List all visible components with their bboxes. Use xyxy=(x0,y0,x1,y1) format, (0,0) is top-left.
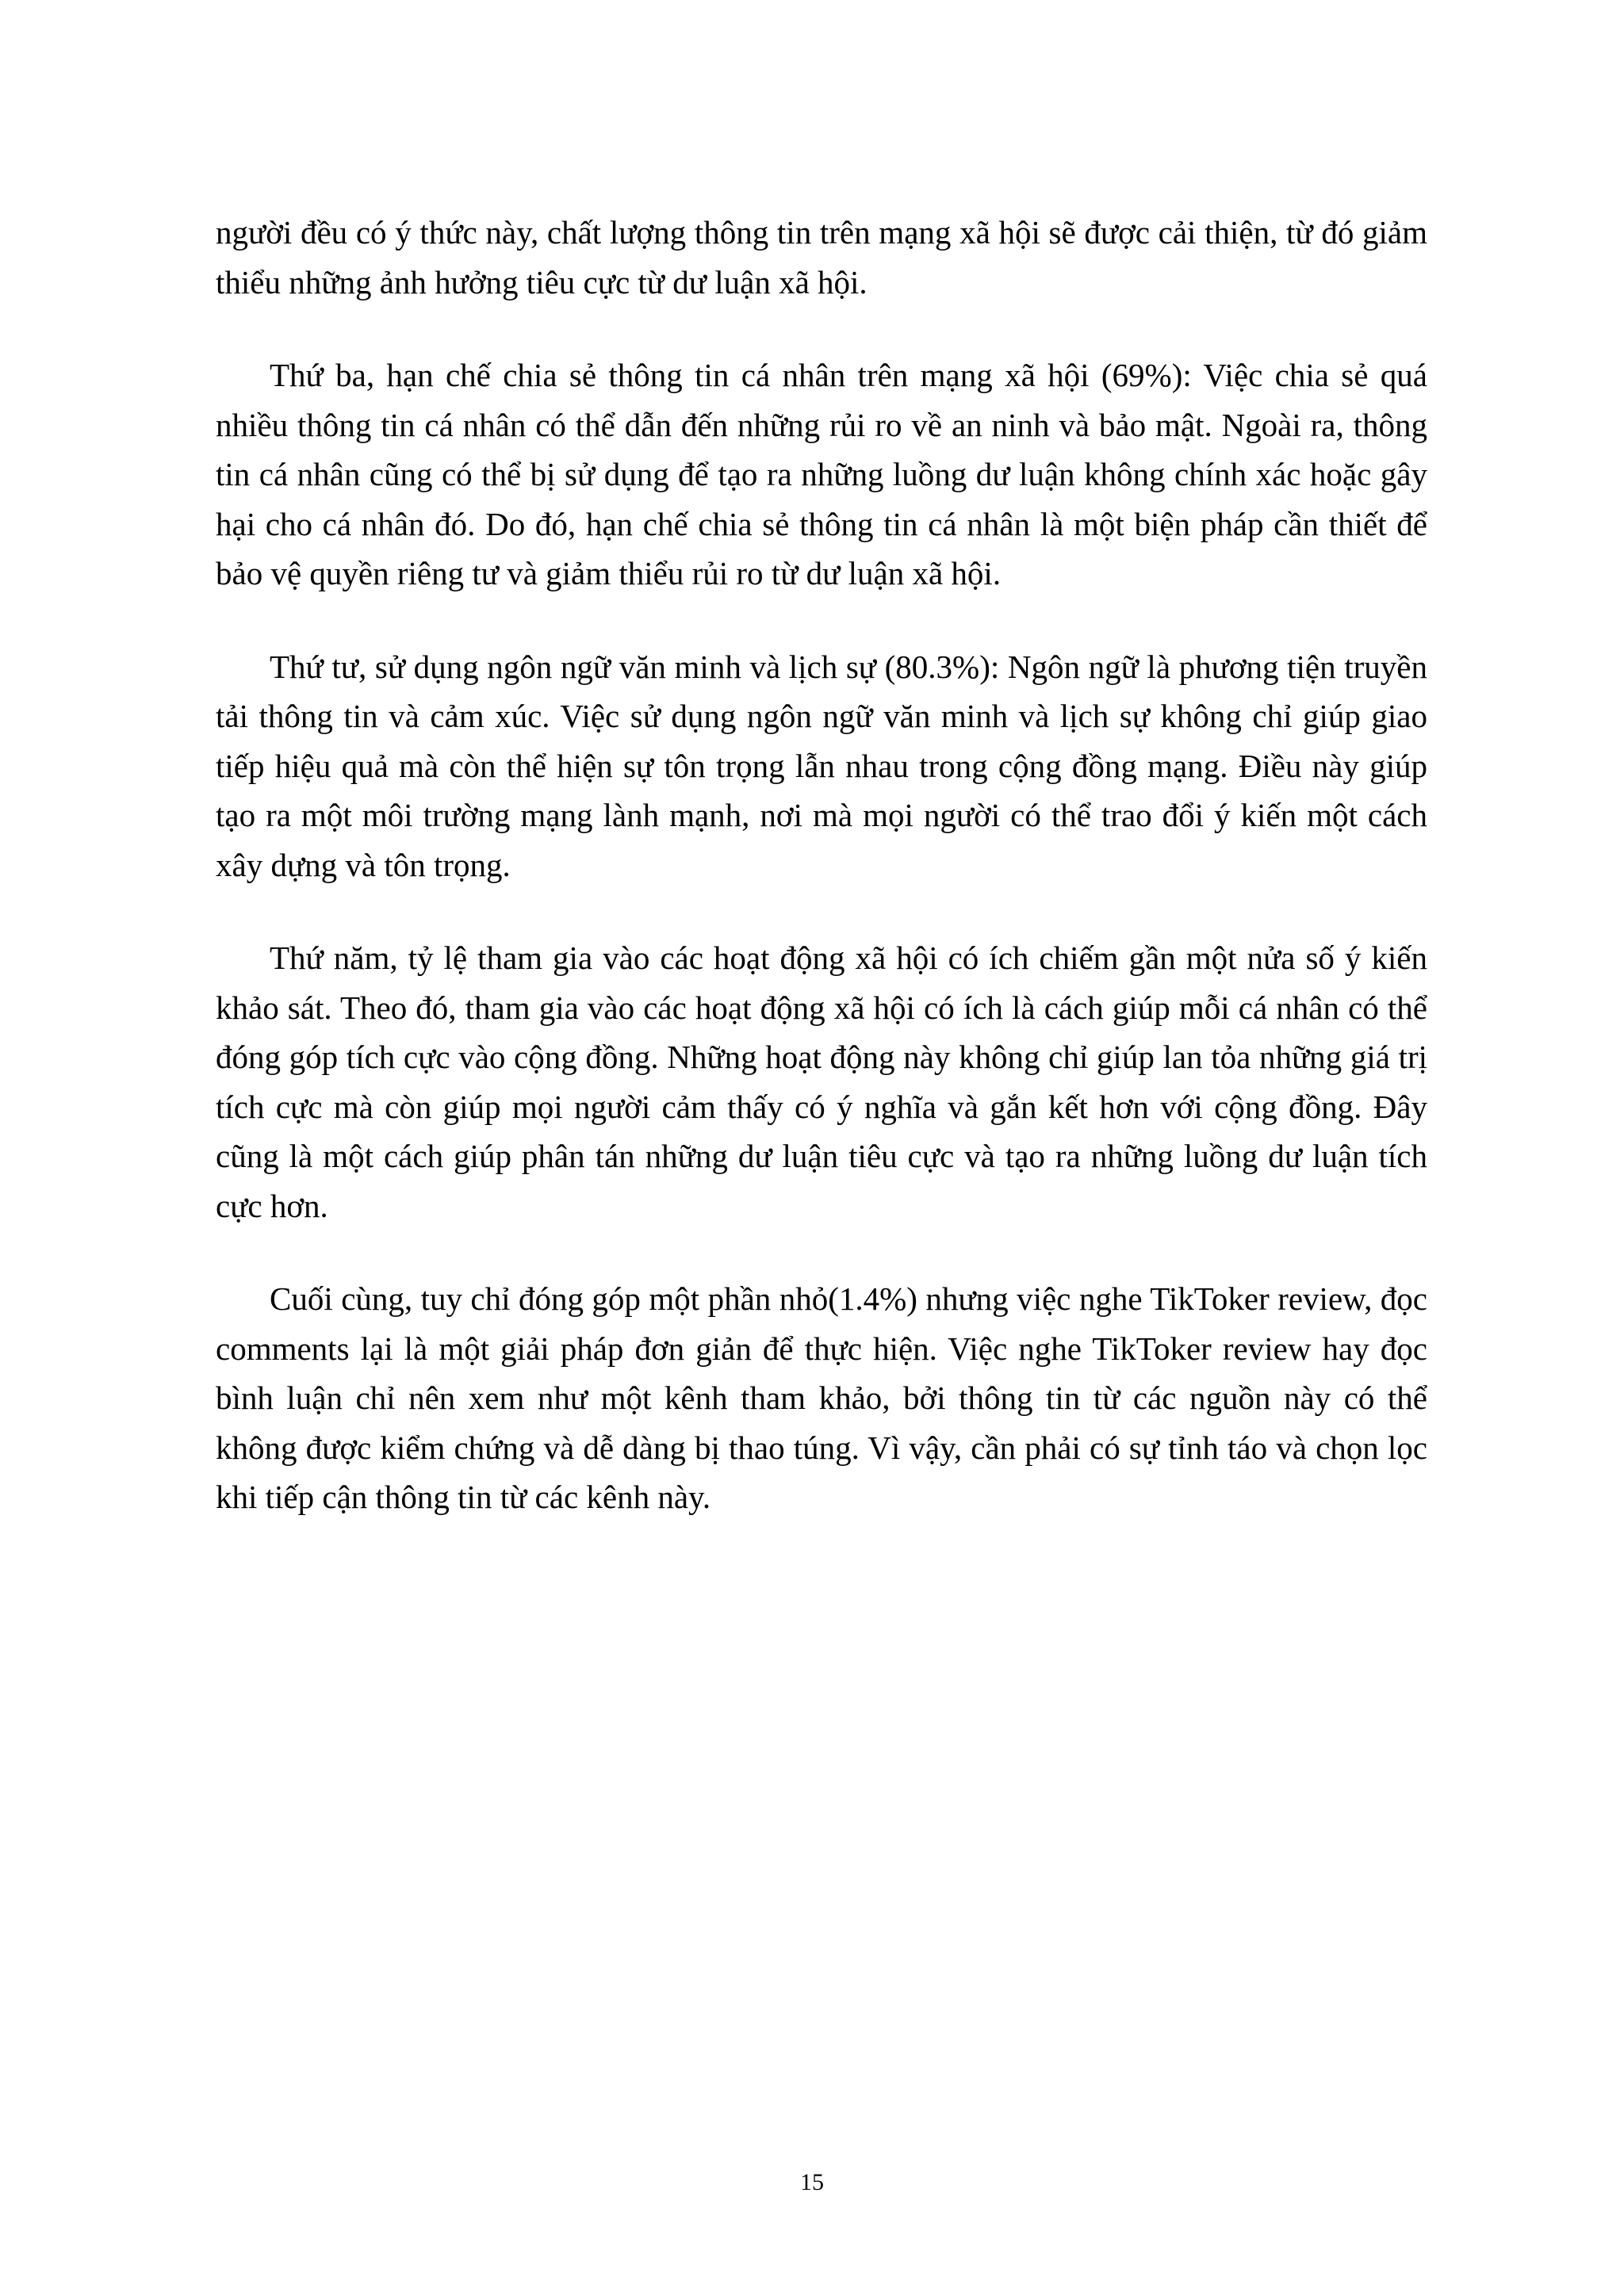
paragraph-continuation: người đều có ý thức này, chất lượng thông tin trên mạng xã hội sẽ được cải thiện, từ đó giảm thiểu những ảnh hưởng tiêu cực từ dư luận xã hội. xyxy=(216,214,1427,300)
paragraph-thu-tu: Thứ tư, sử dụng ngôn ngữ văn minh và lịch sự (80.3%): Ngôn ngữ là phương tiện truyền tải thông tin và cảm xúc. Việc sử dụng ngôn ngữ văn minh và lịch sự không chỉ giúp giao tiếp hiệu quả mà còn thể hiện sự tôn trọng lẫn nhau trong cộng đồng mạng. Điều này giúp tạo ra một môi trường mạng lành mạnh, nơi mà mọi người có thể trao đổi ý kiến một cách xây dựng và tôn trọng. xyxy=(216,648,1427,883)
page-number: 15 xyxy=(800,2169,824,2195)
paragraph-thu-ba: Thứ ba, hạn chế chia sẻ thông tin cá nhân trên mạng xã hội (69%): Việc chia sẻ quá nhiều thông tin cá nhân có thể dẫn đến những rủi ro về an ninh và bảo mật. Ngoài ra, thông tin cá nhân cũng có thể bị sử dụng để tạo ra những luồng dư luận không chính xác hoặc gây hại cho cá nhân đó. Do đó, hạn chế chia sẻ thông tin cá nhân là một biện pháp cần thiết để bảo vệ quyền riêng tư và giảm thiểu rủi ro từ dư luận xã hội. xyxy=(216,357,1427,591)
paragraph-thu-nam: Thứ năm, tỷ lệ tham gia vào các hoạt động xã hội có ích chiếm gần một nửa số ý kiến khảo sát. Theo đó, tham gia vào các hoạt động xã hội có ích là cách giúp mỗi cá nhân có thể đóng góp tích cực vào cộng đồng. Những hoạt động này không chỉ giúp lan tỏa những giá trị tích cực mà còn giúp mọi người cảm thấy có ý nghĩa và gắn kết hơn với cộng đồng. Đây cũng là một cách giúp phân tán những dư luận tiêu cực và tạo ra những luồng dư luận tích cực hơn. xyxy=(216,939,1427,1224)
paragraph-cuoi-cung: Cuối cùng, tuy chỉ đóng góp một phần nhỏ(1.4%) nhưng việc nghe TikToker review, đọc comments lại là một giải pháp đơn giản để thực hiện. Việc nghe TikToker review hay đọc bình luận chỉ nên xem như một kênh tham khảo, bởi thông tin từ các nguồn này có thể không được kiểm chứng và dễ dàng bị thao túng. Vì vậy, cần phải có sự tỉnh táo và chọn lọc khi tiếp cận thông tin từ các kênh này. xyxy=(216,1280,1427,1515)
body-text xyxy=(216,208,1427,1522)
